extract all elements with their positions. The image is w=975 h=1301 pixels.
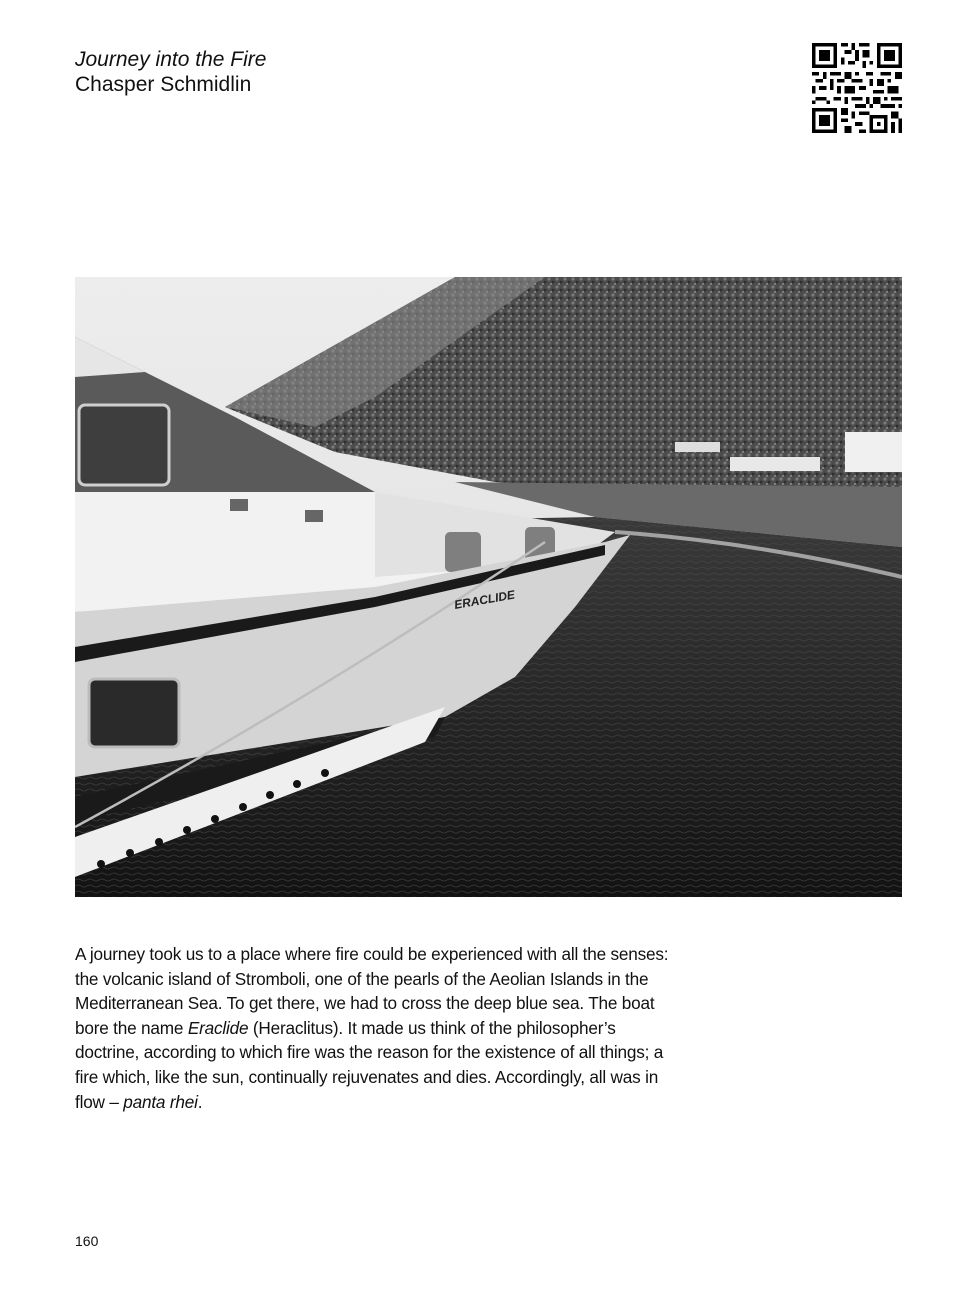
body-text-part: A journey took us to a place where fire could be experienced with all the senses: the volcanic island of Stromboli, one of the pearls of the Aeolian Islands in the Mediterranean Sea. To get there, we had to cross the deep blue sea. The boat bore the name bbox=[75, 944, 669, 1038]
boat-photo bbox=[75, 277, 902, 897]
article-header bbox=[75, 47, 266, 97]
boat-name-emphasis: Eraclide bbox=[187, 1017, 249, 1038]
page-number: 160 bbox=[75, 1233, 99, 1249]
body-paragraph bbox=[75, 942, 675, 1114]
body-text-part: (Heraclitus). It made us think of the philosopher’s doctrine, according to which fire was the reason for the existence of all things; a fire which, like the sun, continually rejuvenates and dies. Accordingly, all was in flow – bbox=[75, 1017, 664, 1112]
article-author: Chasper Schmidlin bbox=[75, 73, 252, 96]
article-title: Journey into the Fire bbox=[75, 48, 267, 71]
panta-rhei-emphasis: panta rhei bbox=[123, 1091, 198, 1112]
body-text-part: . bbox=[197, 1091, 203, 1112]
qr-code-icon[interactable] bbox=[812, 43, 902, 133]
boat-name-label: ERACLIDE bbox=[453, 587, 516, 612]
